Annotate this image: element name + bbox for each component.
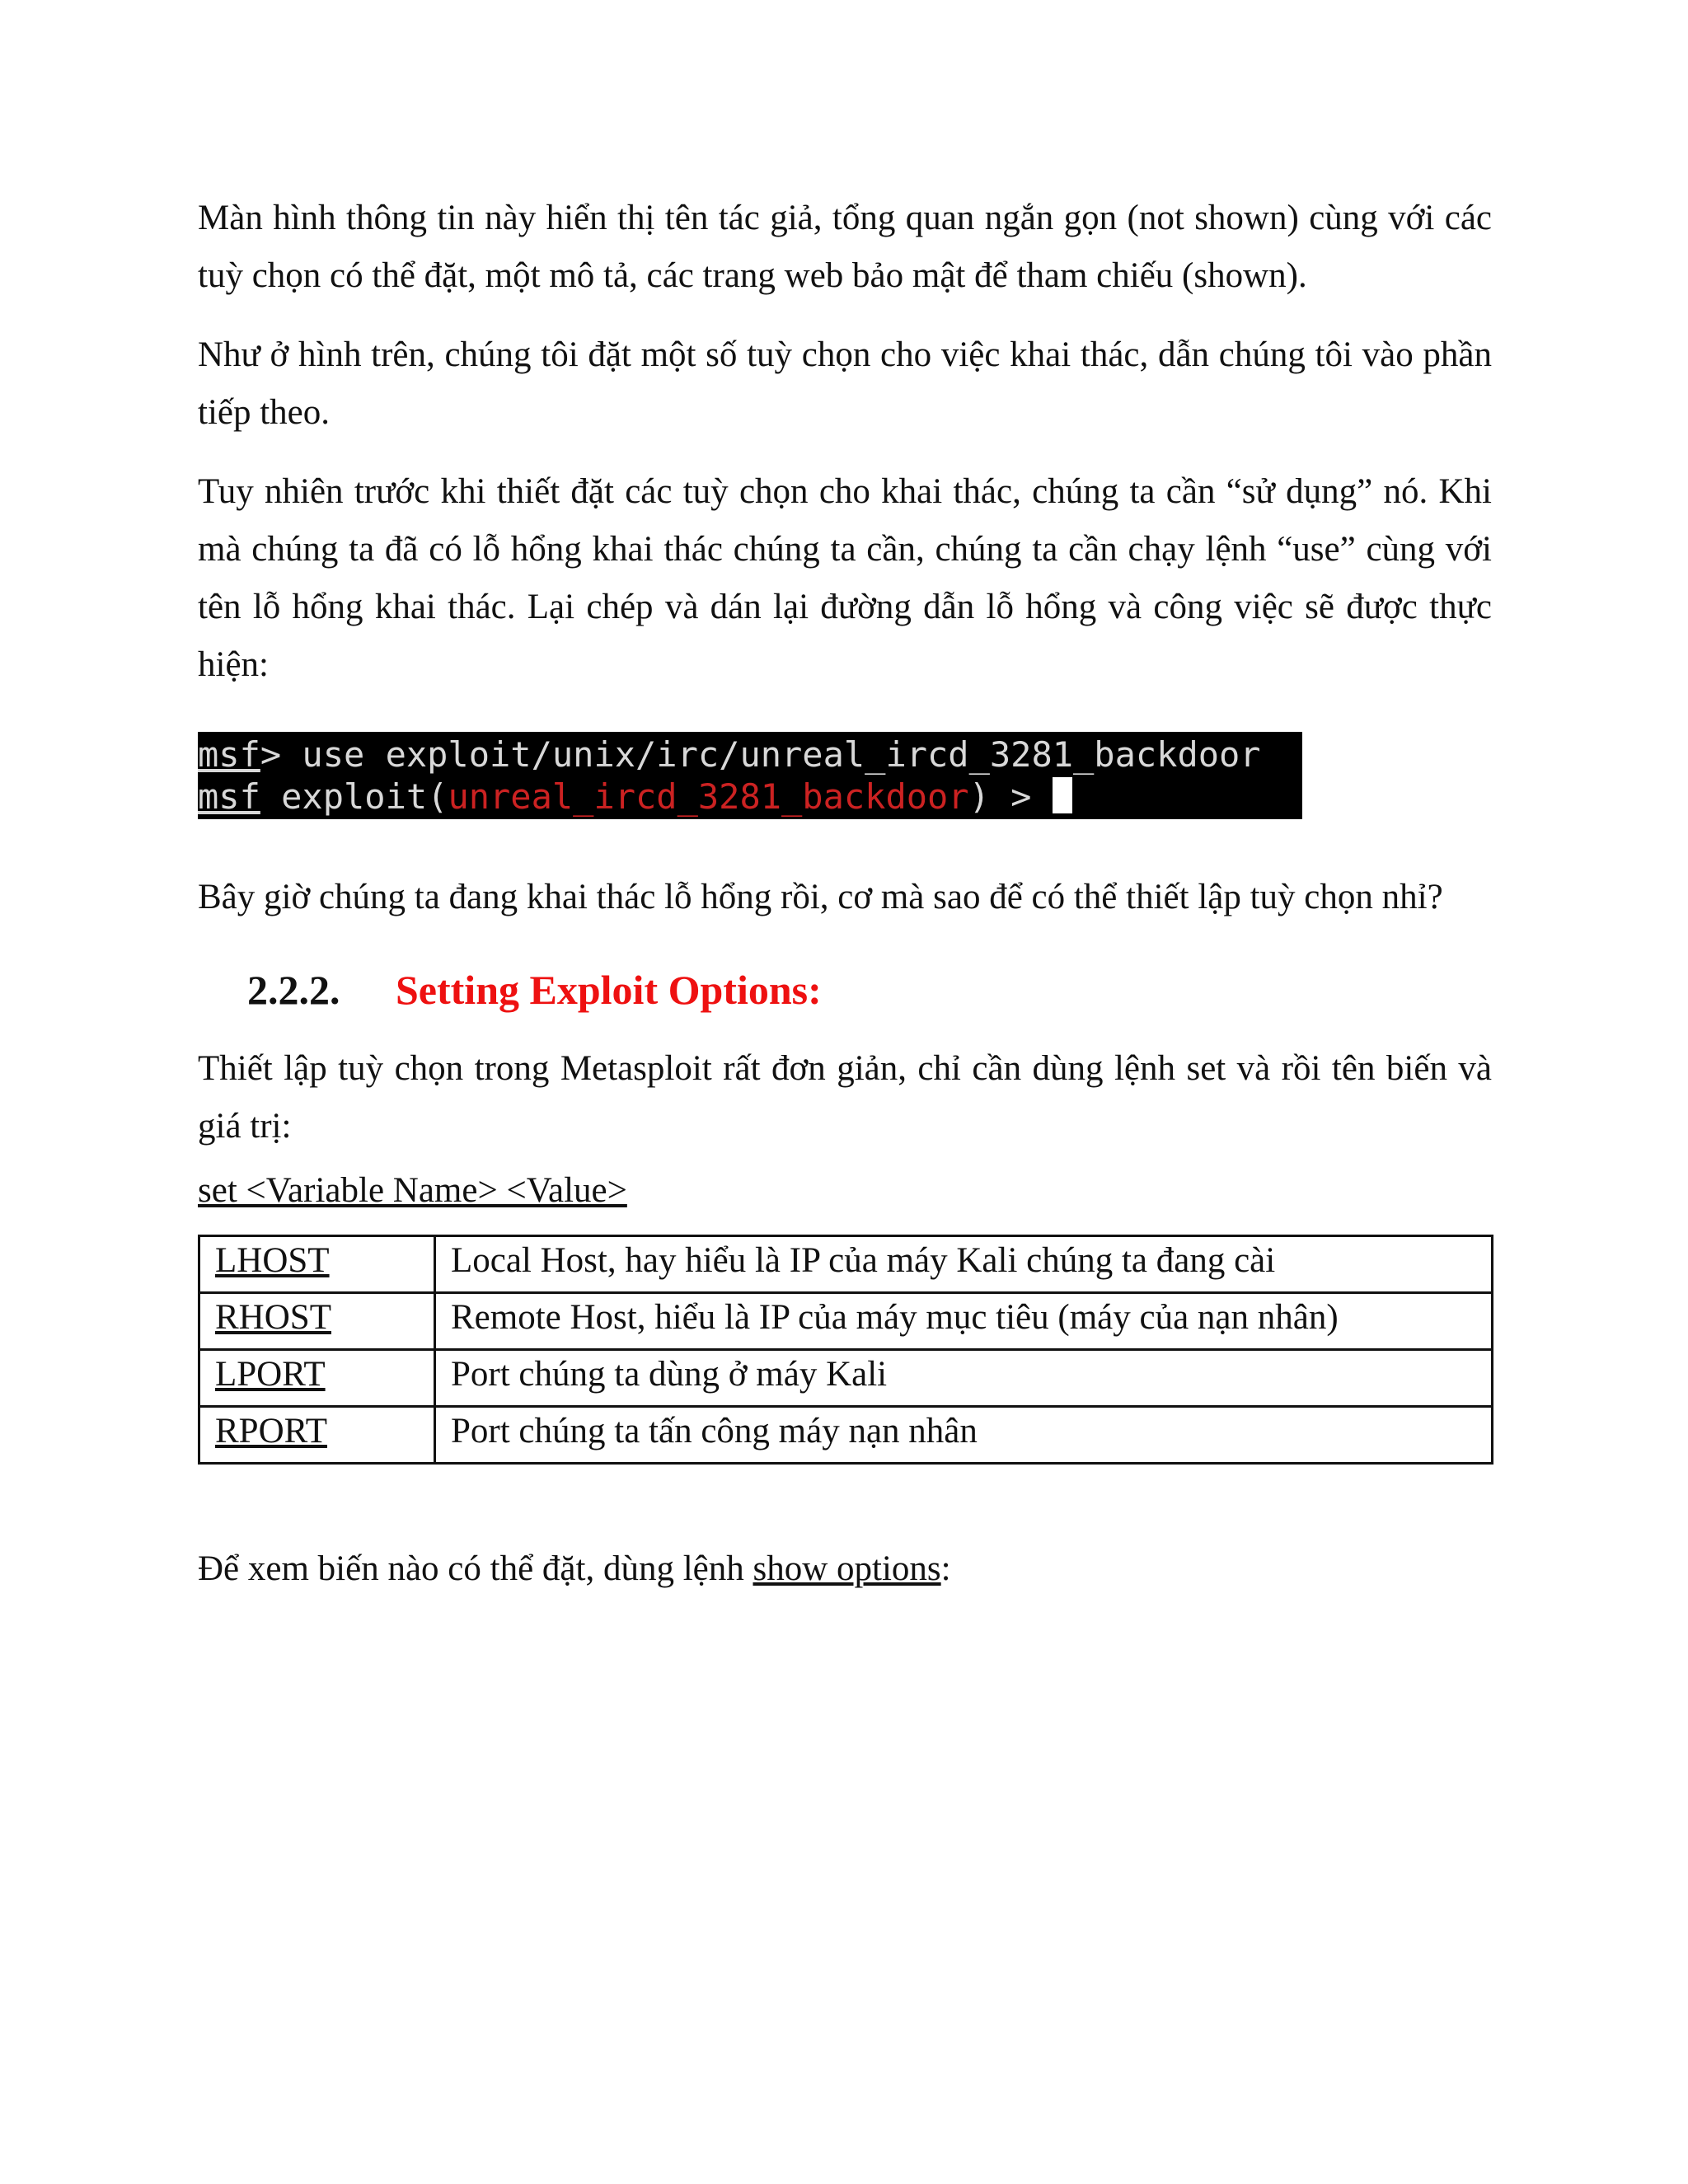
- variable-name: LHOST: [199, 1236, 435, 1293]
- section-heading: [247, 961, 1492, 1019]
- paragraph-options-set: Như ở hình trên, chúng tôi đặt một số tuỳ chọn cho việc khai thác, dẫn chúng tôi vào phần tiếp theo.: [198, 335, 1492, 432]
- table-row: [199, 1236, 1493, 1293]
- terminal-screenshot: [198, 732, 1302, 819]
- paragraph-use-command: Tuy nhiên trước khi thiết đặt các tuỳ chọn cho khai thác, chúng ta cần “sử dụng” nó. Khi mà chúng ta đã có lỗ hổng khai thác chúng ta cần, chúng ta cần chạy lệnh “use” cùng với tên lỗ hổng khai thác. Lại chép và dán lại đường dẫn lỗ hổng và công việc sẽ được thực hiện:: [198, 472, 1492, 684]
- paragraph-set-intro: Thiết lập tuỳ chọn trong Metasploit rất đơn giản, chỉ cần dùng lệnh set và rồi tên biến và giá trị:: [198, 1049, 1492, 1146]
- terminal-exploit-suffix: ) >: [968, 776, 1053, 817]
- document-page: [198, 190, 1492, 1598]
- table-row: [199, 1350, 1493, 1407]
- variable-description: Remote Host, hiểu là IP của máy mục tiêu (máy của nạn nhân): [435, 1293, 1493, 1350]
- terminal-line-1: [198, 733, 1302, 776]
- variable-description: Port chúng ta tấn công máy nạn nhân: [435, 1407, 1493, 1464]
- variable-description: Port chúng ta dùng ở máy Kali: [435, 1350, 1493, 1407]
- table-row: [199, 1407, 1493, 1464]
- variables-table: [198, 1235, 1493, 1465]
- terminal-prompt: msf: [198, 734, 260, 775]
- terminal-cursor: [1053, 777, 1072, 813]
- variable-description: Local Host, hay hiểu là IP của máy Kali chúng ta đang cài: [435, 1236, 1493, 1293]
- terminal-command: > use exploit/unix/irc/unreal_ircd_3281_backdoor: [260, 734, 1261, 775]
- show-options-command: show options: [753, 1549, 941, 1588]
- variable-name: RHOST: [199, 1293, 435, 1350]
- section-number: 2.2.2.: [247, 967, 340, 1013]
- closing-end: :: [940, 1549, 951, 1588]
- variable-name: RPORT: [199, 1407, 435, 1464]
- set-syntax: set <Variable Name> <Value>: [198, 1171, 627, 1210]
- paragraph-show-options: [198, 1540, 1492, 1598]
- variable-name: LPORT: [199, 1350, 435, 1407]
- terminal-module-name: unreal_ircd_3281_backdoor: [448, 776, 969, 817]
- terminal-exploit-prefix: exploit(: [260, 776, 448, 817]
- closing-text: Để xem biến nào có thể đặt, dùng lệnh: [198, 1549, 753, 1588]
- table-row: [199, 1293, 1493, 1350]
- paragraph-after-terminal: Bây giờ chúng ta đang khai thác lỗ hổng rồi, cơ mà sao để có thể thiết lập tuỳ chọn nhỉ?: [198, 878, 1443, 916]
- terminal-line-2: [198, 776, 1302, 818]
- terminal-prompt-2: msf: [198, 776, 260, 817]
- section-title: Setting Exploit Options:: [396, 967, 822, 1013]
- paragraph-info-screen: Màn hình thông tin này hiển thị tên tác giả, tổng quan ngắn gọn (not shown) cùng với các tuỳ chọn có thể đặt, một mô tả, các trang web bảo mật để tham chiếu (shown).: [198, 199, 1492, 295]
